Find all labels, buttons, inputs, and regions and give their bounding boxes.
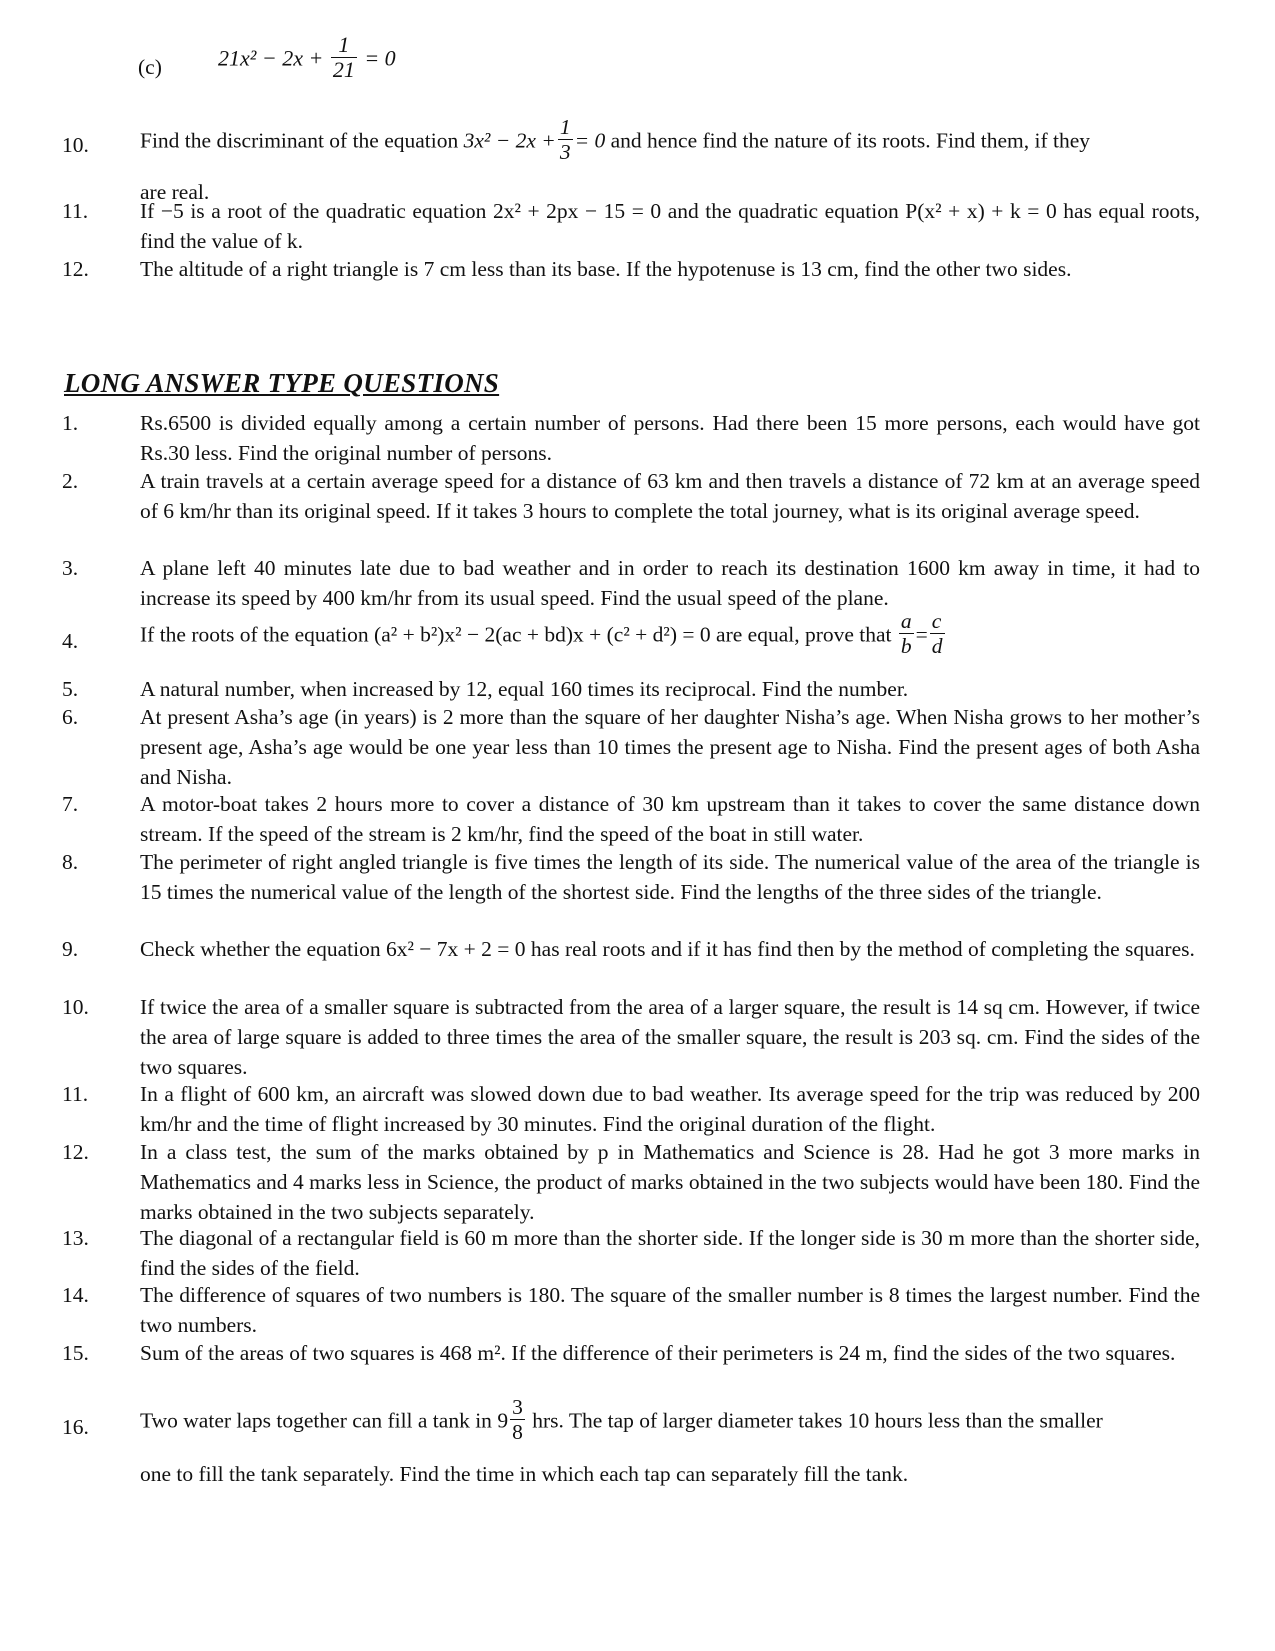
fraction bbox=[558, 115, 573, 164]
equals-sign: = bbox=[915, 622, 928, 647]
question-text-continued: are real. bbox=[140, 180, 210, 204]
question-number: 11. bbox=[62, 1082, 89, 1106]
question-text-end: and hence find the nature of its roots. Find them, if they bbox=[610, 128, 1091, 153]
question-text: The difference of squares of two numbers is 180. The square of the smaller number is 8 times the largest number. Find the two numbers. bbox=[140, 1283, 1200, 1337]
question-number: 16. bbox=[62, 1415, 89, 1439]
question-text bbox=[140, 1395, 1200, 1489]
fraction-numerator: a bbox=[900, 609, 912, 633]
question-text: Rs.6500 is divided equally among a certain number of persons. Had there been 15 more persons, each would have got Rs.30 less. Find the original number of persons. bbox=[140, 411, 1200, 465]
sub-item-c-label: (c) bbox=[138, 55, 162, 79]
fraction bbox=[331, 33, 357, 82]
question-text: A plane left 40 minutes late due to bad weather and in order to reach its destination 1600 km away in time, it had to increase its speed by 400 km/hr from its usual speed. Find the usual speed of the plane. bbox=[140, 556, 1200, 610]
question-number: 14. bbox=[62, 1283, 89, 1307]
question-number: 3. bbox=[62, 556, 79, 580]
fraction-denominator: 3 bbox=[559, 140, 571, 164]
question-text-start: Two water laps together can fill a tank in bbox=[140, 1408, 492, 1433]
question-number: 5. bbox=[62, 677, 79, 701]
question-number: 7. bbox=[62, 792, 79, 816]
question-text: The diagonal of a rectangular field is 60 m more than the shorter side. If the longer side is 30 m more than the shorter side, find the sides of the field. bbox=[140, 1226, 1200, 1280]
question-text: In a flight of 600 km, an aircraft was slowed down due to bad weather. Its average speed for the trip was reduced by 200 km/hr and the time of flight increased by 30 minutes. Find the original duration of the flight. bbox=[140, 1082, 1200, 1136]
fraction-denominator: d bbox=[931, 634, 943, 658]
question-text-start: Find the discriminant of the equation bbox=[140, 128, 459, 153]
question-text-continued: one to fill the tank separately. Find the time in which each tap can separately fill the tank. bbox=[140, 1462, 909, 1486]
question-text: The altitude of a right triangle is 7 cm less than its base. If the hypotenuse is 13 cm, find the other two sides. bbox=[140, 257, 1072, 281]
fraction-c-over-d bbox=[930, 609, 945, 658]
question-text: A train travels at a certain average speed for a distance of 63 km and then travels a distance of 72 km at an average speed of 6 km/hr than its original speed. If it takes 3 hours to complete the total journey, what is its original average speed. bbox=[140, 469, 1200, 523]
mixed-number-whole: 9 bbox=[497, 1408, 509, 1433]
question-text-end: hrs. The tap of larger diameter takes 10 hours less than the smaller bbox=[532, 1408, 1103, 1433]
question-text: In a class test, the sum of the marks obtained by p in Mathematics and Science is 28. Had he got 3 more marks in Mathematics and 4 marks less in Science, the product of marks obtained in the two subjects would have been 180. Find the marks obtained in the two subjects separately. bbox=[140, 1140, 1200, 1224]
fraction-a-over-b bbox=[899, 609, 914, 658]
equation-right: = 0 bbox=[364, 45, 396, 71]
question-number: 8. bbox=[62, 850, 79, 874]
fraction-denominator: 8 bbox=[512, 1420, 523, 1444]
fraction-numerator: 1 bbox=[331, 33, 357, 58]
equation-right: = 0 bbox=[574, 128, 606, 153]
question-number: 13. bbox=[62, 1226, 89, 1250]
equation-left: 21x² − 2x + bbox=[218, 45, 324, 71]
fraction bbox=[510, 1395, 525, 1444]
question-text: The perimeter of right angled triangle is five times the length of its side. The numerical value of the area of the triangle is 15 times the numerical value of the length of the shortest side. Find the lengths of the three sides of the triangle. bbox=[140, 850, 1200, 904]
question-text bbox=[140, 115, 1200, 207]
question-number: 4. bbox=[62, 629, 79, 653]
question-text: If twice the area of a smaller square is subtracted from the area of a larger square, the result is 14 sq cm. However, if twice the area of large square is added to three times the area of the smaller square, the result is 203 sq. cm. Find the sides of the two squares. bbox=[140, 995, 1200, 1079]
question-text bbox=[140, 609, 1200, 661]
question-text-start: If the roots of the equation (a² + b²)x² − 2(ac + bd)x + (c² + d²) = 0 are equal, prove that bbox=[140, 622, 892, 647]
question-number: 12. bbox=[62, 257, 89, 281]
fraction-numerator: c bbox=[930, 609, 945, 634]
equation-left: 3x² − 2x + bbox=[463, 128, 556, 153]
question-number: 12. bbox=[62, 1140, 89, 1164]
question-number: 11. bbox=[62, 199, 89, 223]
question-text: A natural number, when increased by 12, equal 160 times its reciprocal. Find the number. bbox=[140, 677, 909, 701]
question-number: 9. bbox=[62, 937, 79, 961]
question-text: Check whether the equation 6x² − 7x + 2 = 0 has real roots and if it has find then by the method of completing the squares. bbox=[140, 937, 1195, 961]
question-number: 2. bbox=[62, 469, 79, 493]
section-heading: LONG ANSWER TYPE QUESTIONS bbox=[64, 368, 500, 398]
question-text: Sum of the areas of two squares is 468 m². If the difference of their perimeters is 24 m, find the sides of the two squares. bbox=[140, 1341, 1176, 1365]
fraction-denominator: 21 bbox=[332, 57, 355, 82]
question-number: 6. bbox=[62, 705, 79, 729]
question-text: A motor-boat takes 2 hours more to cover a distance of 30 km upstream than it takes to cover the same distance down stream. If the speed of the stream is 2 km/hr, find the speed of the boat in still water. bbox=[140, 792, 1200, 846]
question-number: 15. bbox=[62, 1341, 89, 1365]
question-number: 10. bbox=[62, 133, 89, 157]
sub-item-c-equation bbox=[218, 32, 396, 85]
question-number: 10. bbox=[62, 995, 89, 1019]
question-item bbox=[62, 1395, 1200, 1488]
question-text: At present Asha’s age (in years) is 2 more than the square of her daughter Nisha’s age. When Nisha grows to her mother’s present age, Asha’s age would be one year less than 10 times the present age to Nisha. Find the present ages of both Asha and Nisha. bbox=[140, 705, 1200, 789]
fraction-denominator: b bbox=[900, 634, 912, 658]
question-number: 1. bbox=[62, 411, 79, 435]
question-text: If −5 is a root of the quadratic equation 2x² + 2px − 15 = 0 and the quadratic equation P(x² + x) + k = 0 has equal roots, find the value of k. bbox=[140, 199, 1200, 253]
fraction-numerator: 3 bbox=[512, 1395, 523, 1419]
question-item bbox=[62, 115, 1200, 204]
fraction-numerator: 1 bbox=[559, 115, 571, 139]
